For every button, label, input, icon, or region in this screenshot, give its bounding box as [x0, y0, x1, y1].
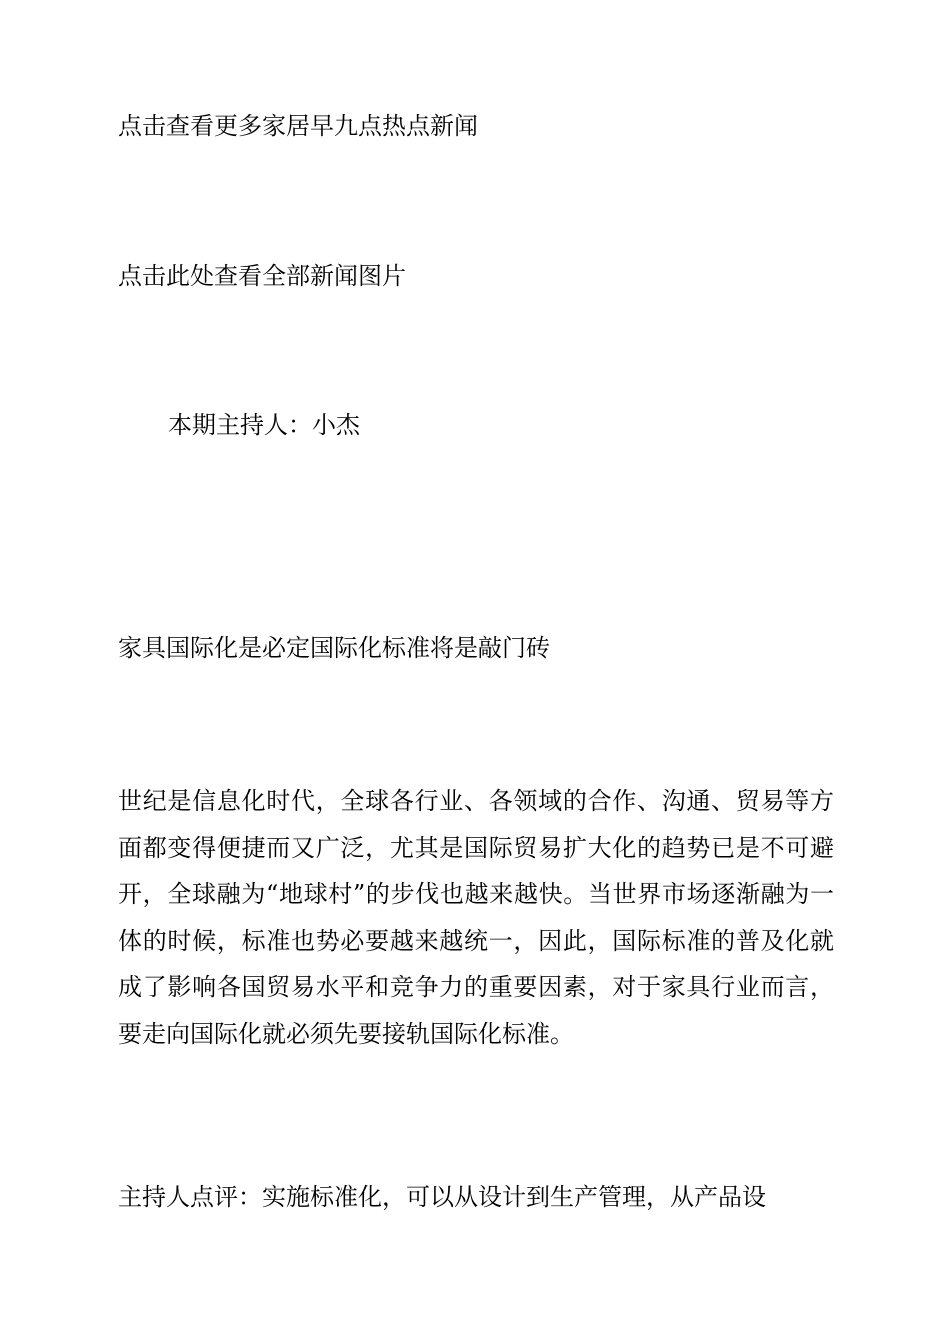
more-news-link[interactable]: 点击查看更多家居早九点热点新闻 [118, 112, 478, 140]
all-news-photos-link[interactable]: 点击此处查看全部新闻图片 [118, 262, 406, 290]
article-title: 家具国际化是必定国际化标准将是敲门砖 [118, 634, 550, 662]
host-line: 本期主持人：小杰 [168, 411, 360, 439]
host-comment-paragraph: 主持人点评：实施标准化，可以从设计到生产管理，从产品设 [118, 1183, 766, 1211]
article-paragraph: 世纪是信息化时代，全球各行业、各领域的合作、沟通、贸易等方面都变得便捷而又广泛，尤其是国际贸易扩大化的趋势已是不可避开，全球融为“地球村”的步伐也越来越快。当世界市场逐渐融为一体的时候，标准也势必要越来越统一，因此，国际标准的普及化就成了影响各国贸易水平和竞争力的重要因素，对于家具行业而言，要走向国际化就必须先要接轨国际化标准。 [118, 787, 834, 1048]
